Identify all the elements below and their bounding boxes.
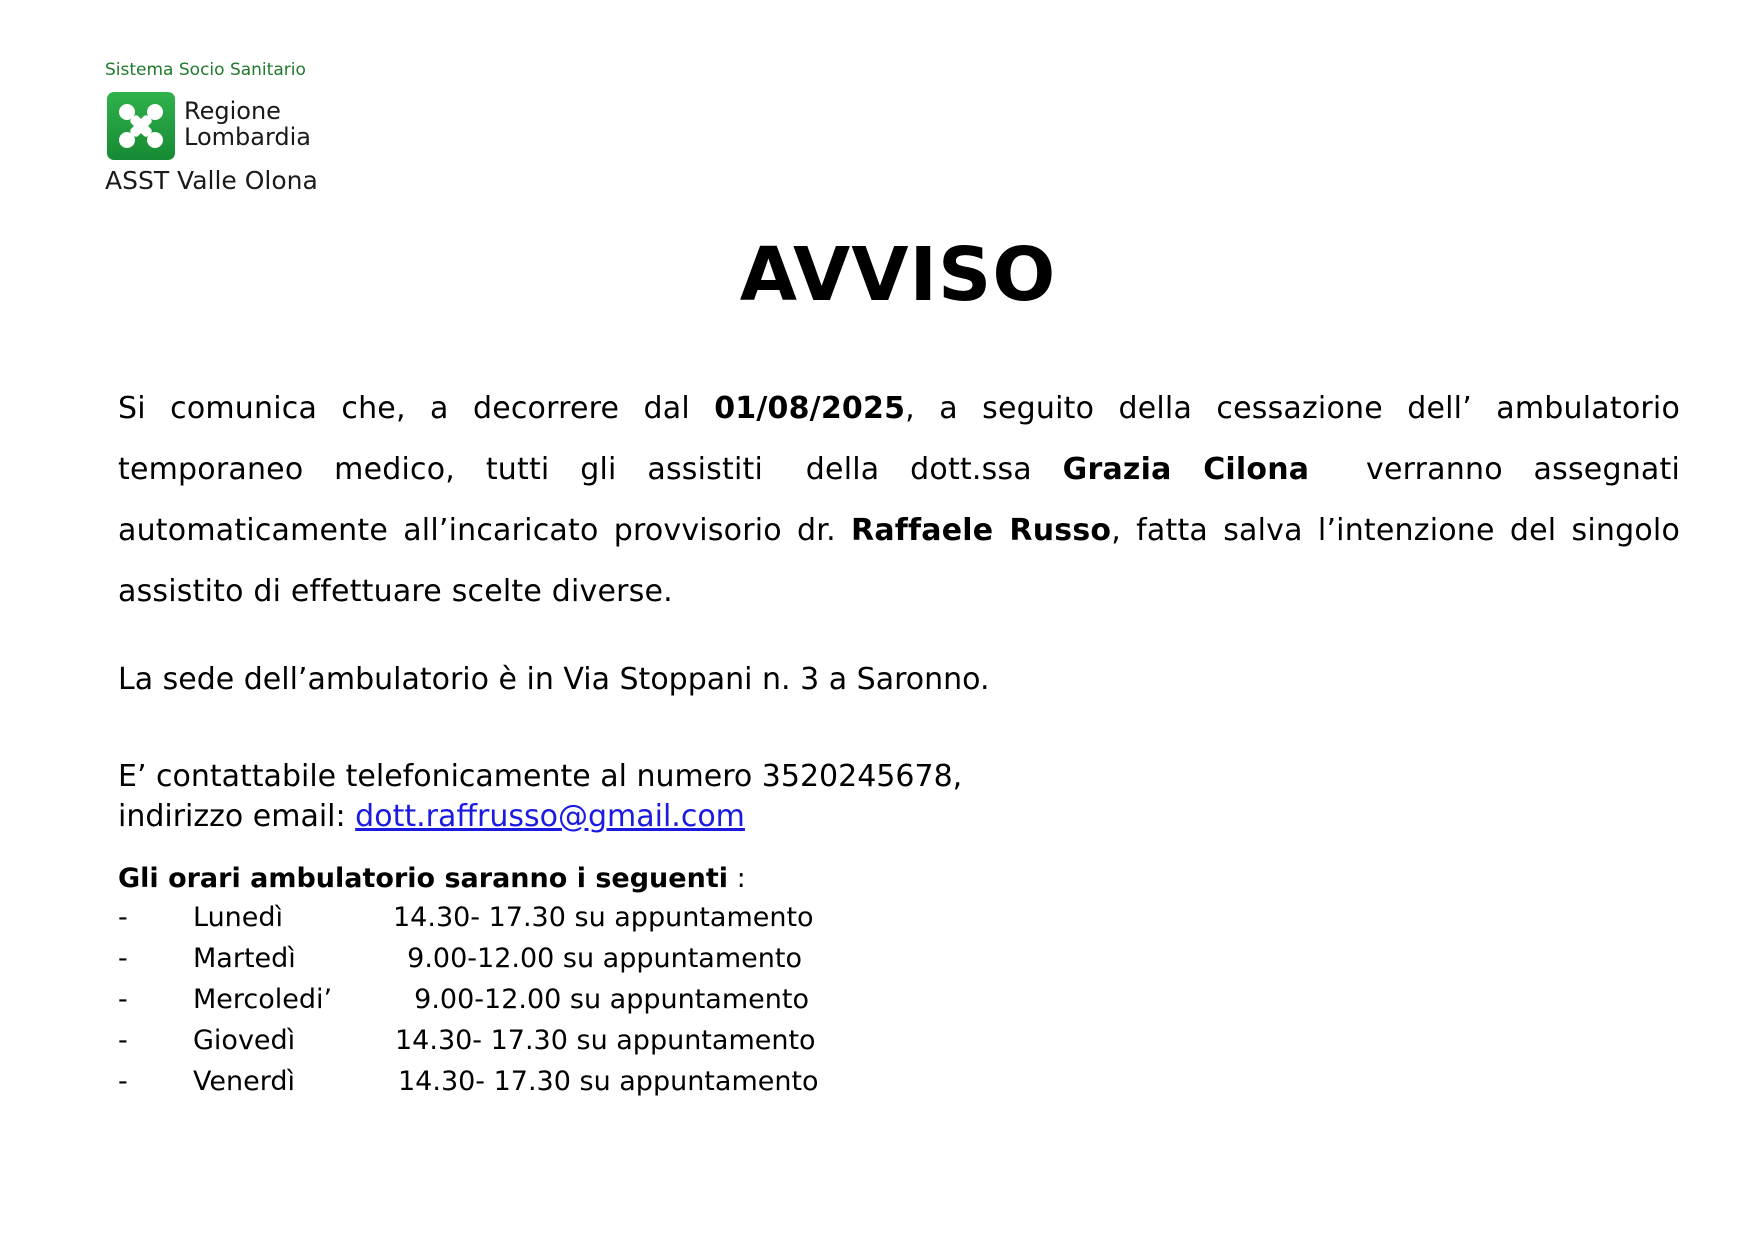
hours-row bbox=[118, 938, 1018, 979]
logo-region-line2: Lombardia bbox=[184, 123, 312, 151]
page-title: AVVISO bbox=[739, 232, 1057, 318]
hours-day: Giovedì bbox=[193, 1025, 296, 1056]
clinic-address: La sede dell’ambulatorio è in Via Stoppani n. 3 a Saronno. bbox=[118, 662, 990, 697]
logo-asst: ASST Valle Olona bbox=[105, 166, 318, 195]
intro-text-1: Si comunica che, a decorrere dal bbox=[118, 391, 715, 426]
list-dash: - bbox=[118, 1025, 128, 1056]
logo-top-line: Sistema Socio Sanitario bbox=[105, 60, 306, 80]
hours-row bbox=[118, 1020, 1018, 1061]
list-dash: - bbox=[118, 984, 128, 1015]
email-label: indirizzo email: bbox=[118, 799, 356, 834]
intro-text-3: della dott.ssa bbox=[805, 452, 1063, 487]
hours-row bbox=[118, 897, 1018, 938]
phone-line: E’ contattabile telefonicamente al numero 3520245678, bbox=[118, 759, 963, 794]
logo-region-line1: Regione bbox=[184, 97, 281, 125]
intro-text-2: , a seguito della cessazione dell’ ambulatorio temporaneo medico, tutti gli assistiti bbox=[118, 391, 1681, 487]
logo-region bbox=[184, 98, 311, 150]
hours-time: 14.30- 17.30 su appuntamento bbox=[395, 1025, 816, 1056]
intro-paragraph bbox=[118, 378, 1680, 622]
hours-time: 9.00-12.00 su appuntamento bbox=[397, 984, 809, 1015]
hours-heading-suffix: : bbox=[727, 863, 746, 894]
list-dash: - bbox=[118, 943, 128, 974]
email-link[interactable]: dott.raffrusso@gmail.com bbox=[355, 799, 745, 834]
intro-text-5: , fatta salva l’intenzione del singolo assistito di effettuare scelte diverse. bbox=[118, 513, 1680, 609]
effective-date: 01/08/2025 bbox=[714, 391, 906, 426]
new-doctor: Raffaele Russo bbox=[851, 513, 1112, 548]
previous-doctor: Grazia Cilona bbox=[1062, 452, 1310, 487]
hours-heading bbox=[118, 861, 1018, 897]
hours-day: Venerdì bbox=[193, 1066, 295, 1097]
hours-row bbox=[118, 979, 1018, 1020]
hours-time: 9.00-12.00 su appuntamento bbox=[390, 943, 802, 974]
hours-day: Mercoledi’ bbox=[193, 984, 333, 1015]
hours-row bbox=[118, 1061, 1018, 1102]
hours-day: Lunedì bbox=[193, 902, 284, 933]
opening-hours bbox=[118, 861, 1018, 1102]
list-dash: - bbox=[118, 1066, 128, 1097]
hours-time: 14.30- 17.30 su appuntamento bbox=[398, 1066, 819, 1097]
contact-info bbox=[118, 757, 962, 837]
hours-time: 14.30- 17.30 su appuntamento bbox=[393, 902, 814, 933]
regione-lombardia-logo-icon bbox=[107, 92, 175, 160]
logo bbox=[105, 60, 365, 200]
list-dash: - bbox=[118, 902, 128, 933]
intro-text-4: verranno assegnati automaticamente all’incaricato provvisorio dr. bbox=[118, 452, 1680, 548]
email-line bbox=[118, 797, 962, 837]
hours-heading-text: Gli orari ambulatorio saranno i seguenti bbox=[118, 863, 728, 894]
hours-day: Martedì bbox=[193, 943, 296, 974]
